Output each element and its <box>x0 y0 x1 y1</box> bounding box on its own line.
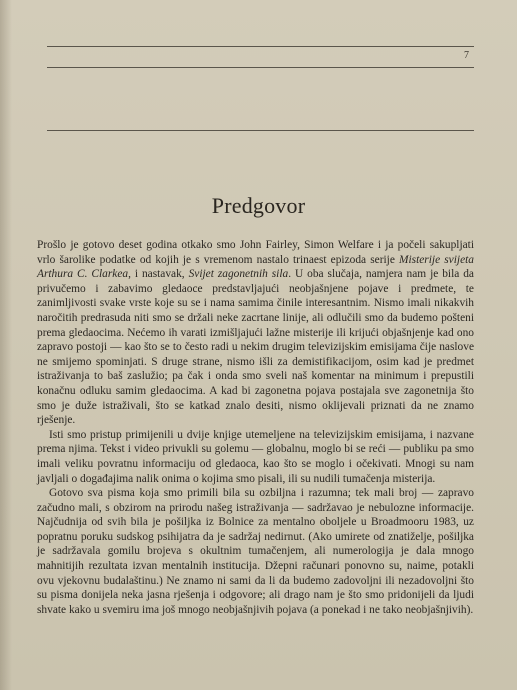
text-run: , i nastavak, <box>128 268 189 281</box>
text-run: Gotovo sva pisma koja smo primili bila su ozbiljna i razumna; tek mali broj — zapravo začudno mali, s obzirom na prirodu našeg istraživanja — sadržavao je nebulozne informacije. Najčudnija od svih bila je pošiljka iz Bolnice za mentalno oboljele u Broadmooru 1983, uz popratnu poruku sudskog psihijatra da je sadržaj nedirnut. (Ako umirete od znatiželje, pošiljka je sadržavala gomilu brojeva s okultnim tumačenjem, ali numerologija je dala mnogo mahnitijih rezultata izvan mentalnih institucija. Džepni računari ponovno su, naime, potakli ovu vjekovnu budalaštinu.) Ne znamo ni sami da li da budemo zadovoljni ili nezadovoljni što su pisma donijela neka jasna rješenja i odgovore; ali drago nam je što smo pridonijeli da ljudi shvate kako u svemiru ima još mnogo neobjašnjivih pojava (a ponekad i ne tako neobjašnjivih). <box>37 487 474 616</box>
page-number: 7 <box>464 50 469 61</box>
paragraph-3 <box>37 486 474 617</box>
paragraph-2 <box>37 428 474 486</box>
text-run: Prošlo je gotovo deset godina otkako smo John Fairley, Simon Welfare i ja počeli sakupljati vrlo šarolike podatke od kojih je s vremenom nastalo trinaest epizoda serije <box>37 239 474 266</box>
body-text <box>37 238 474 617</box>
page-gutter-shadow <box>0 0 12 690</box>
paragraph-1 <box>37 238 474 428</box>
text-run: . U oba slučaja, namjera nam je bila da privučemo i zabavimo gledaoce predstavljajući neobjašnjene pojave i predmete, te zanimljivosti svake vrste koje su se i nama samima činile interesantnim. Nismo imali nikakvih naročitih predrasuda niti smo se držali neke zacrtane linije, ali odlučili smo da budemo pošteni prema gledaocima. Nećemo ih varati izmišljajući lažne misterije ili krijući objašnjenje kad ono zapravo postoji — kao što se to često radi u nekim drugim televizijskim emisijama čije naslove ne smijemo spominjati. S druge strane, nismo išli za demistifikacijom, osim kad je predmet istraživanja to baš zaslužio; pa čak i onda smo sveli naš komentar na minimum i prepustili konačnu odluku samim gledaocima. A kad bi zagonetna pojava postajala sve zagonetnija što smo je duže istraživali, što se katkad znalo desiti, nismo oklijevali priznati da ne znamo rješenje. <box>37 268 474 427</box>
chapter-rule <box>47 130 474 131</box>
italic-series-title: Misterije svijeta Arthura C. Clarkea <box>37 253 474 281</box>
header-rule-top <box>47 46 474 47</box>
chapter-title: Predgovor <box>211 193 306 218</box>
text-run: Isti smo pristup primijenili u dvije knjige utemeljene na televizijskim emisijama, i nazvane prema njima. Tekst i video privukli su golemu — globalnu, moglo bi se reći — publiku pa smo imali veliku povratnu informaciju od gledaoca, kao što se moglo i očekivati. Mnogi su nam javljali o događajima nalik onima o kojima smo pisali, ili su nudili tumačenja misterija. <box>37 428 474 485</box>
header-rule-bottom <box>47 67 474 68</box>
italic-series-title: Svijet zagonetnih sila <box>188 268 289 281</box>
